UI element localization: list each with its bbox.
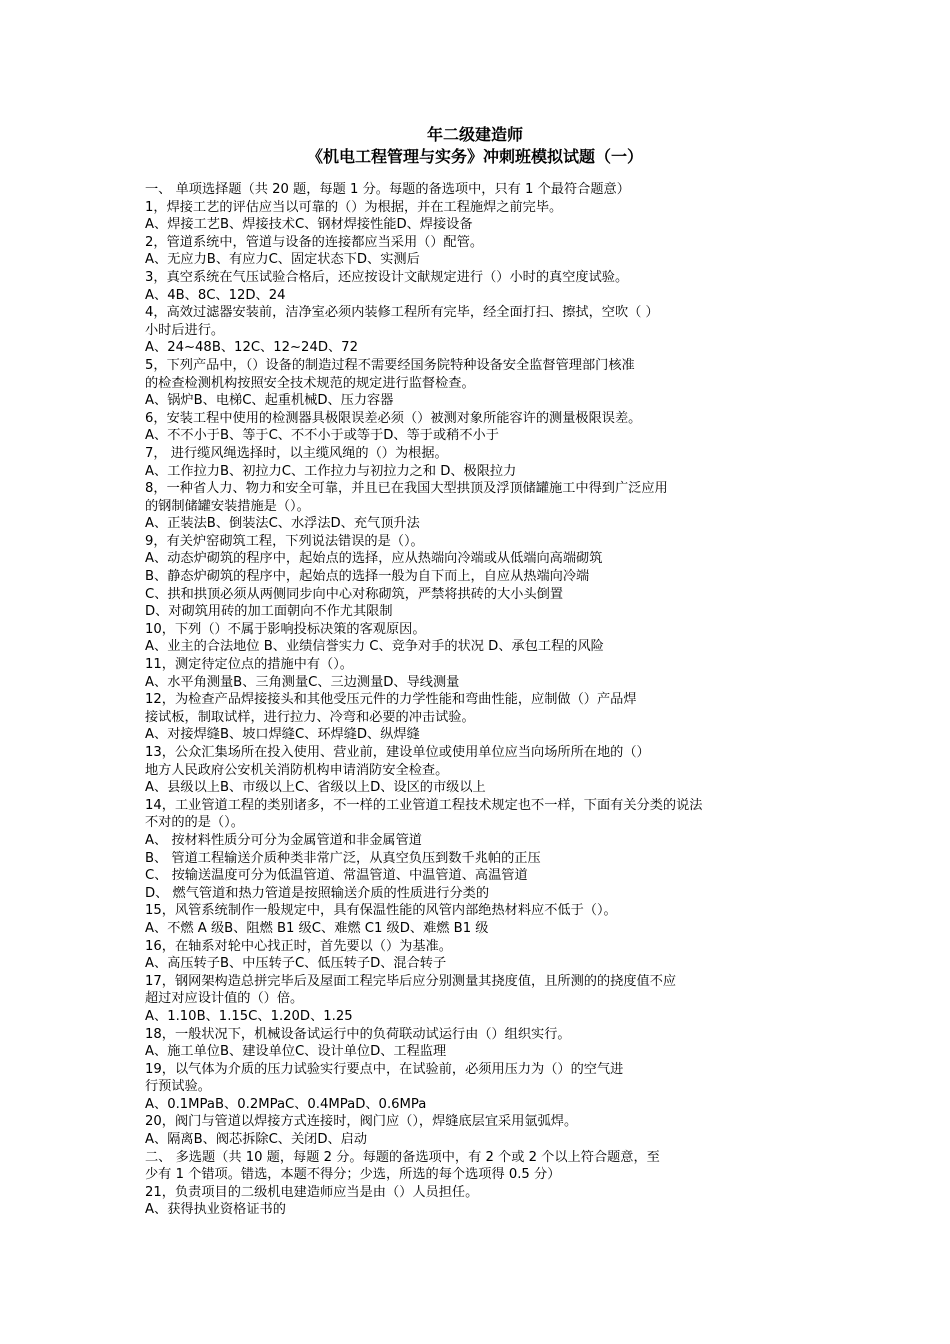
text-line: 小时后进行。 xyxy=(145,322,225,338)
text-line: A、锅炉B、电梯C、起重机械D、压力容器 xyxy=(145,393,394,409)
text-line: 地方人民政府公安机关消防机构申请消防安全检查。 xyxy=(145,762,449,778)
text-line: 20，阀门与管道以焊接方式连接时，阀门应（），焊缝底层宜采用氩弧焊。 xyxy=(145,1114,578,1130)
text-line: D、对砌筑用砖的加工面朝向不作尤其限制 xyxy=(145,604,393,620)
text-line: C、 按输送温度可分为低温管道、常温管道、中温管道、高温管道 xyxy=(145,868,528,884)
text-line: A、0.1MPaB、0.2MPaC、0.4MPaD、0.6MPa xyxy=(145,1096,427,1112)
text-line: A、高压转子B、中压转子C、低压转子D、混合转子 xyxy=(145,956,447,972)
text-line: 接试板，制取试样，进行拉力、冷弯和必要的冲击试验。 xyxy=(145,709,475,725)
text-line: 2，管道系统中，管道与设备的连接都应当采用（）配管。 xyxy=(145,234,484,250)
text-line: 7， 进行缆风绳选择时，以主缆风绳的（）为根据。 xyxy=(145,445,448,461)
text-line: 16，在轴系对轮中心找正时，首先要以（）为基准。 xyxy=(145,938,452,954)
text-line: 11，测定待定位点的措施中有（）。 xyxy=(145,657,353,673)
text-line: 少有 1 个错项。错选，本题不得分；少选，所选的每个选项得 0.5 分） xyxy=(145,1167,561,1183)
text-line: C、拱和拱顶必须从两侧同步向中心对称砌筑，严禁将拱砖的大小头倒置 xyxy=(145,586,564,602)
text-line: 不对的的是（）。 xyxy=(145,815,244,831)
text-line: A、业主的合法地位 B、业绩信誉实力 C、竞争对手的状况 D、承包工程的风险 xyxy=(145,639,604,655)
text-line: A、24~48B、12C、12~24D、72 xyxy=(145,340,358,356)
text-line: 一、 单项选择题（共 20 题，每题 1 分。每题的备选项中，只有 1 个最符合题意） xyxy=(145,182,630,197)
text-line: 21，负责项目的二级机电建造师应当是由（）人员担任。 xyxy=(145,1184,479,1200)
text-line: A、4B、8C、12D、24 xyxy=(145,287,286,303)
text-line: D、 燃气管道和热力管道是按照输送介质的性质进行分类的 xyxy=(145,885,490,901)
text-line: 行预试验。 xyxy=(145,1079,211,1095)
text-line: 15，风管系统制作一般规定中，具有保温性能的风管内部绝热材料应不低于（）。 xyxy=(145,903,617,919)
text-line: A、工作拉力B、初拉力C、工作拉力与初拉力之和 D、极限拉力 xyxy=(145,463,517,479)
text-line: 17，钢网架构造总拼完毕后及屋面工程完毕后应分别测量其挠度值，且所测的的挠度值不应 xyxy=(145,973,677,989)
text-line: A、1.10B、1.15C、1.20D、1.25 xyxy=(145,1008,353,1024)
text-line: 14，工业管道工程的类别诸多，不一样的工业管道工程技术规定也不一样，下面有关分类的说法 xyxy=(145,797,703,813)
title-line-1: 年二级建造师 xyxy=(426,125,523,144)
text-line: A、不燃 A 级B、阻燃 B1 级C、难燃 C1 级D、难燃 B1 级 xyxy=(145,920,489,936)
text-line: 1，焊接工艺的评估应当以可靠的（）为根据，并在工程施焊之前完毕。 xyxy=(145,199,563,215)
text-line: A、无应力B、有应力C、固定状态下D、实测后 xyxy=(145,252,420,268)
text-line: A、焊接工艺B、焊接技术C、钢材焊接性能D、焊接设备 xyxy=(145,217,473,233)
text-line: 12，为检查产品焊接接头和其他受压元件的力学性能和弯曲性能，应制做（）产品焊 xyxy=(145,692,637,708)
text-line: A、施工单位B、建设单位C、设计单位D、工程监理 xyxy=(145,1044,447,1060)
text-line: A、获得执业资格证书的 xyxy=(145,1202,286,1218)
text-line: A、不不小于B、等于C、不不小于或等于D、等于或稍不小于 xyxy=(145,428,499,444)
text-line: 13，公众汇集场所在投入使用、营业前，建设单位或使用单位应当向场所所在地的（） xyxy=(145,745,650,760)
text-line: 的钢制储罐安装措施是（）。 xyxy=(145,498,310,514)
text-line: 6，安装工程中使用的检测器具极限误差必须（）被测对象所能容许的测量极限误差。 xyxy=(145,410,642,426)
text-line: 9，有关炉窑砌筑工程，下列说法错误的是（）。 xyxy=(145,533,424,549)
text-line: B、 管道工程输送介质种类非常广泛，从真空负压到数千兆帕的正压 xyxy=(145,850,541,866)
text-line: A、隔离B、阀芯拆除C、关闭D、启动 xyxy=(145,1132,368,1148)
text-line: A、正装法B、倒装法C、水浮法D、充气顶升法 xyxy=(145,516,420,532)
title-line-2: 《机电工程管理与实务》冲刺班模拟试题（一） xyxy=(306,147,643,166)
text-line: A、水平角测量B、三角测量C、三边测量D、导线测量 xyxy=(145,674,460,690)
document-body xyxy=(145,181,805,1219)
text-line: 的检查检测机构按照安全技术规范的规定进行监督检查。 xyxy=(145,375,475,391)
document-title xyxy=(0,124,950,168)
text-line: 超过对应设计值的（）倍。 xyxy=(145,991,304,1007)
text-line: 3，真空系统在气压试验合格后，还应按设计文献规定进行（）小时的真空度试验。 xyxy=(145,269,629,285)
text-line: A、对接焊缝B、坡口焊缝C、环焊缝D、纵焊缝 xyxy=(145,727,420,743)
text-line: 二、 多选题（共 10 题，每题 2 分。每题的备选项中，有 2 个或 2 个以上符合题意，至 xyxy=(145,1149,660,1165)
text-line: A、 按材料性质分可分为金属管道和非金属管道 xyxy=(145,832,422,848)
text-line: 4，高效过滤器安装前，洁净室必须内装修工程所有完毕，经全面打扫、擦拭，空吹（ ） xyxy=(145,305,659,321)
text-line: B、静态炉砌筑的程序中，起始点的选择一般为自下而上，自应从热端向冷端 xyxy=(145,569,590,585)
text-line: 19，以气体为介质的压力试验实行要点中，在试验前，必须用压力为（）的空气进 xyxy=(145,1061,624,1077)
text-line: A、县级以上B、市级以上C、省级以上D、设区的市级以上 xyxy=(145,780,486,796)
text-line: 18，一般状况下，机械设备试运行中的负荷联动试运行由（）组织实行。 xyxy=(145,1026,571,1042)
text-line: 5，下列产品中，（）设备的制造过程不需要经国务院特种设备安全监督管理部门核准 xyxy=(145,357,635,373)
text-line: 10，下列（）不属于影响投标决策的客观原因。 xyxy=(145,621,426,637)
text-line: 8，一种省人力、物力和安全可靠，并且已在我国大型拱顶及浮顶储罐施工中得到广泛应用 xyxy=(145,481,668,497)
text-line: A、动态炉砌筑的程序中，起始点的选择，应从热端向冷端或从低端向高端砌筑 xyxy=(145,551,603,567)
